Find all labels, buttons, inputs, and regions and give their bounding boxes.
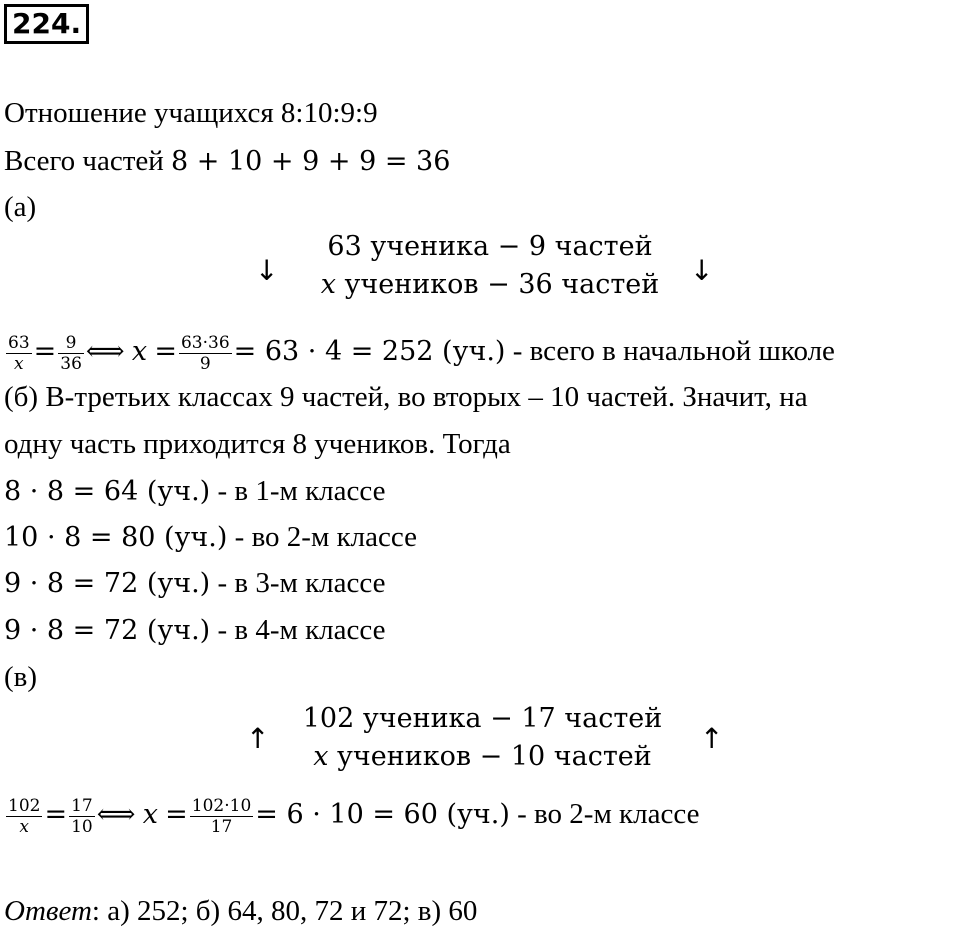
proportion-a-row1: 63 ученика − 9 частей [327, 231, 653, 262]
proportion-v-row1: 102 ученика − 17 частей [302, 703, 663, 734]
ratio-line: Отношение учащихся 8:10:9:9 [4, 97, 378, 129]
proportion-block-v [290, 700, 675, 776]
proportion-v-row2: x учеников − 10 частей [313, 741, 652, 772]
part-v-label: (в) [4, 661, 38, 693]
class1-line: 8 · 8 = 64 (уч.) - в 1-м классе [4, 475, 386, 507]
fraction: $\frac{17}{10}$ [71, 795, 93, 837]
answer-line [4, 894, 477, 928]
down-arrow-right-icon: ↓ [690, 254, 714, 287]
answer-label: Ответ [4, 895, 92, 927]
up-arrow-left-icon: ↑ [246, 722, 270, 755]
total-parts-line [4, 144, 450, 179]
class4-line: 9 · 8 = 72 (уч.) - в 4-м классе [4, 614, 386, 646]
class2-line: 10 · 8 = 80 (уч.) - во 2-м классе [4, 521, 417, 553]
part-a-label: (а) [4, 191, 37, 223]
fraction: $\frac{63}{x}$ [8, 332, 30, 374]
proportion-a-row2: x учеников − 36 частей [320, 269, 660, 300]
up-arrow-right-icon: ↑ [700, 722, 724, 755]
equation-a: $\frac{63}{x}$ = $\frac{9}{36}$ ⟺ x = $\frac{63\cdot 36}{9}$ = 63 · 4 = 252 (уч.) - всего в начальной школе [8, 332, 835, 374]
fraction: $\frac{63\cdot 36}{9}$ [180, 332, 230, 374]
fraction: $\frac{9}{36}$ [60, 332, 82, 374]
down-arrow-left-icon: ↓ [255, 254, 279, 287]
fraction: $\frac{102\cdot 10}{17}$ [191, 795, 252, 837]
equation-v: $\frac{102}{x}$ = $\frac{17}{10}$ ⟺ x = $\frac{102\cdot 10}{17}$ = 6 · 10 = 60 (уч.) - во 2-м классе [8, 795, 700, 837]
fraction: $\frac{102}{x}$ [8, 795, 41, 837]
answer-text: : а) 252; б) 64, 80, 72 и 72; в) 60 [91, 895, 478, 927]
total-parts-math: 8 + 10 + 9 + 9 = 36 [171, 146, 451, 177]
part-b-line2: одну часть приходится 8 учеников. Тогда [4, 428, 511, 460]
problem-number: 224. [4, 4, 89, 44]
class3-line: 9 · 8 = 72 (уч.) - в 3-м классе [4, 567, 386, 599]
part-b-line1: (б) В-третьих классах 9 частей, во вторых – 10 частей. Значит, на [4, 381, 808, 413]
proportion-block-a [300, 228, 680, 304]
total-parts-text: Всего частей [4, 145, 172, 177]
